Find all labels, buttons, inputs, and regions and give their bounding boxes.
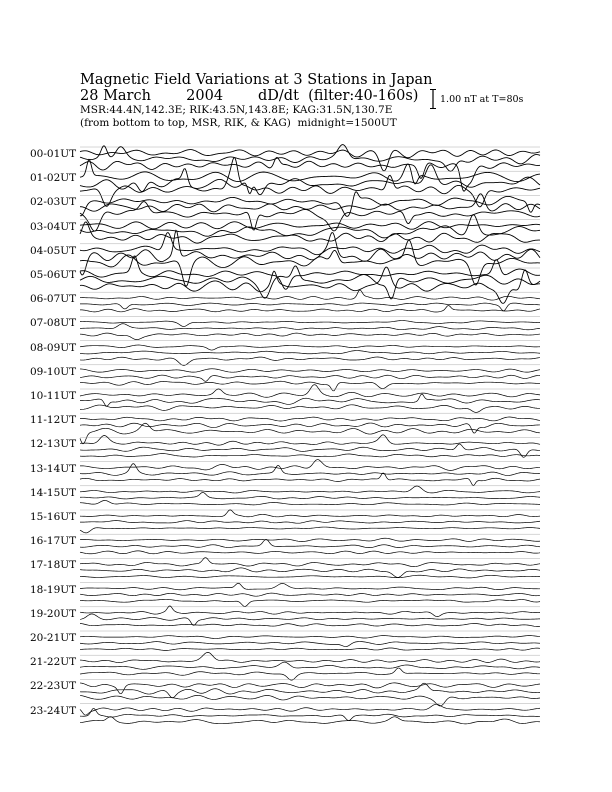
trace-rik <box>80 464 540 476</box>
trace-msr <box>80 527 540 533</box>
trace-kag <box>80 558 540 567</box>
trace-rik <box>80 642 540 647</box>
hour-label: 06-07UT <box>30 293 77 306</box>
hour-label: 02-03UT <box>30 196 77 209</box>
hour-label: 05-06UT <box>30 269 77 281</box>
trace-msr <box>80 648 540 650</box>
trace-kag <box>80 417 540 421</box>
trace-rik <box>80 708 540 720</box>
hour-label: 16-17UT <box>30 535 77 548</box>
trace-msr <box>80 668 540 680</box>
hour-label: 21-22UT <box>30 656 77 669</box>
hour-label: 20-21UT <box>30 632 77 644</box>
hour-label: 08-09UT <box>30 341 77 354</box>
midnight-note: midnight=1500UT <box>297 117 397 129</box>
trace-rik <box>80 324 540 330</box>
trace-kag <box>80 345 540 350</box>
hour-label: 07-08UT <box>30 317 77 330</box>
hour-label: 10-11UT <box>30 390 77 402</box>
trace-kag <box>80 486 540 493</box>
trace-rik <box>80 593 540 596</box>
trace-rik <box>80 303 540 311</box>
trace-msr <box>80 357 540 365</box>
trace-rik <box>80 492 540 498</box>
hour-label: 12-13UT <box>30 438 77 451</box>
trace-kag <box>80 222 540 230</box>
trace-kag <box>80 435 540 445</box>
trace-msr <box>80 333 540 340</box>
filter-label: (filter:40-160s) <box>308 88 419 104</box>
trace-kag <box>80 460 540 471</box>
trace-rik <box>80 145 540 172</box>
trace-kag <box>80 606 540 617</box>
trace-kag <box>80 385 540 398</box>
trace-rik <box>80 375 540 381</box>
trace-rik <box>80 662 540 669</box>
trace-msr <box>80 500 540 504</box>
hour-label: 14-15UT <box>30 486 77 499</box>
trace-rik <box>80 266 540 299</box>
trace-kag <box>80 256 540 289</box>
hour-label: 03-04UT <box>30 220 77 233</box>
station-coords: MSR:44.4N,142.3E; RIK:43.5N,143.8E; KAG:31.5N,130.7E <box>80 104 393 116</box>
hour-label: 13-14UT <box>30 462 77 475</box>
trace-kag <box>80 583 540 590</box>
trace-kag <box>80 369 540 372</box>
hour-label: 00-01UT <box>30 148 77 160</box>
trace-kag <box>80 159 540 184</box>
trace-rik <box>80 351 540 354</box>
hour-label: 11-12UT <box>30 414 77 427</box>
trace-kag <box>80 321 540 327</box>
trace-msr <box>80 575 540 578</box>
trace-rik <box>80 230 540 275</box>
hour-label: 19-20UT <box>30 607 77 620</box>
trace-kag <box>80 704 540 715</box>
hour-label: 09-10UT <box>30 365 77 378</box>
trace-msr <box>80 599 540 606</box>
hour-label: 15-16UT <box>30 511 77 523</box>
component-label: dD/dt <box>258 88 299 104</box>
scale-label: 1.00 nT at T=80s <box>440 94 524 105</box>
chart-title: Magnetic Field Variations at 3 Stations in Japan <box>80 72 433 88</box>
trace-rik <box>80 194 540 212</box>
trace-msr <box>80 717 540 724</box>
hour-label: 17-18UT <box>30 559 77 572</box>
hour-label: 04-05UT <box>30 244 77 257</box>
trace-msr <box>80 695 540 706</box>
trace-msr <box>80 454 540 457</box>
trace-kag <box>80 652 540 662</box>
hour-label: 23-24UT <box>30 704 77 717</box>
hour-label: 01-02UT <box>30 172 77 185</box>
hour-label: 22-23UT <box>30 680 77 693</box>
trace-kag <box>80 538 540 541</box>
trace-rik <box>80 521 540 524</box>
trace-msr <box>80 157 540 191</box>
date-year: 2004 <box>186 88 224 104</box>
trace-msr <box>80 623 540 626</box>
trace-kag <box>80 510 540 517</box>
trace-msr <box>80 306 540 312</box>
trace-msr <box>80 551 540 554</box>
trace-kag <box>80 636 540 639</box>
trace-kag <box>80 150 540 171</box>
date-day: 28 <box>80 88 99 104</box>
hour-label: 18-19UT <box>30 583 77 596</box>
trace-kag <box>80 290 540 300</box>
trace-msr <box>80 405 540 413</box>
station-order: (from bottom to top, MSR, RIK, & KAG) <box>80 117 291 129</box>
date-month: March <box>103 88 151 104</box>
